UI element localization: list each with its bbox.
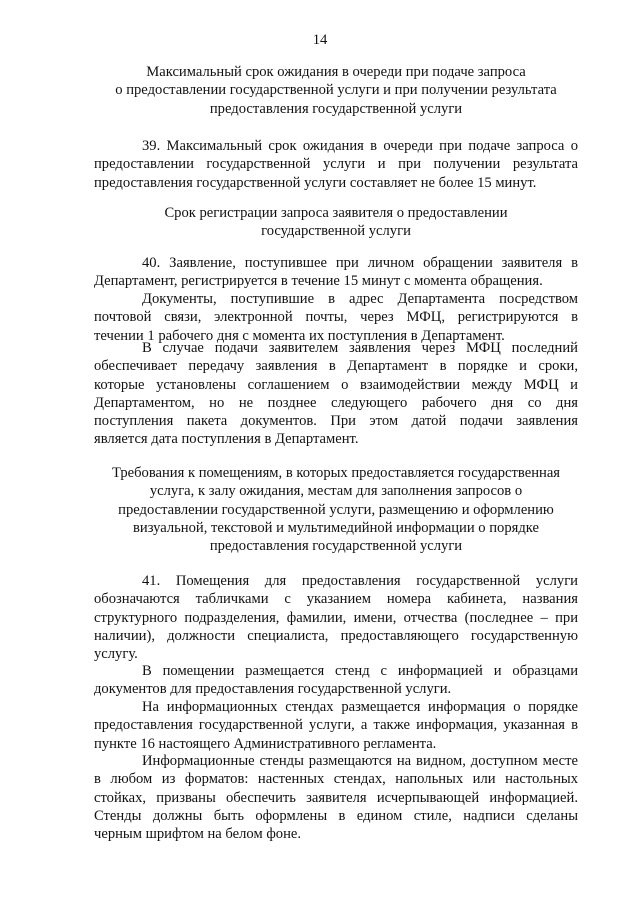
heading-line: Максимальный срок ожидания в очереди при подаче запроса — [146, 64, 526, 80]
section-heading-waiting-time — [94, 63, 578, 118]
paragraph-line: Департаментом, но не позднее следующего рабочего дня со дня — [94, 394, 578, 411]
paragraph-line: пункте 16 настоящего Административного регламента. — [94, 735, 437, 752]
paragraph-line: почтовой связи, электронной почты, через МФЦ, регистрируются в — [94, 309, 578, 326]
paragraph-line: стойках, призваны обеспечить заявителя исчерпывающей информацией. — [94, 789, 578, 806]
paragraph-line: которые установлены соглашением о взаимодействии между МФЦ и — [94, 376, 578, 393]
paragraph-line: предоставления государственной услуги, а также информация, указанная в — [94, 717, 578, 734]
paragraph-41 — [94, 572, 578, 663]
paragraph-41-stand-placement — [94, 752, 578, 843]
paragraph-line: 39. Максимальный срок ожидания в очереди при подаче запроса о — [142, 138, 578, 154]
paragraph-line: Департамент, регистрируется в течение 15 минут с момента обращения. — [94, 273, 543, 290]
paragraph-line: Информационные стенды размещаются на видном, доступном месте — [142, 753, 578, 769]
heading-line: услуга, к залу ожидания, местам для заполнения запросов о — [149, 483, 523, 500]
paragraph-40 — [94, 254, 578, 291]
heading-line: Срок регистрации запроса заявителя о предоставлении — [164, 205, 508, 221]
heading-line: предоставлении государственной услуги, размещению и оформлению — [118, 501, 554, 518]
heading-line: визуальной, текстовой и мультимедийной информации о порядке — [133, 519, 539, 536]
paragraph-40-mfc — [94, 339, 578, 449]
paragraph-line: 40. Заявление, поступившее при личном обращении заявителя в — [142, 255, 578, 271]
heading-line: предоставления государственной услуги — [209, 538, 463, 555]
paragraph-line: течении 1 рабочего дня с момента их поступления в Департамент. — [94, 327, 505, 344]
page-number: 14 — [312, 32, 328, 48]
paragraph-line: На информационных стендах размещается информация о порядке — [142, 699, 578, 715]
paragraph-line: поступления пакета документов. При этом датой подачи заявления — [94, 413, 578, 430]
paragraph-line: В помещении размещается стенд с информацией и образцами — [142, 663, 578, 679]
paragraph-line: услугу. — [94, 646, 138, 663]
paragraph-line: Стенды должны быть оформлены в едином стиле, надписи сделаны — [94, 807, 578, 824]
paragraph-line: в любом из форматов: настенных стендах, напольных или настольных — [94, 771, 578, 788]
paragraph-line: наличии), должности специалиста, предоставляющего государственную — [94, 627, 578, 644]
paragraph-line: предоставлении государственной услуги и при получении результата — [94, 156, 578, 173]
paragraph-line: является дата поступления в Департамент. — [94, 431, 359, 448]
heading-line: о предоставлении государственной услуги и при получении результата — [115, 82, 557, 99]
paragraph-41-stand — [94, 662, 578, 699]
paragraph-41-info-stands — [94, 698, 578, 753]
paragraph-line: черным шрифтом на белом фоне. — [94, 826, 302, 843]
heading-line: Требования к помещениям, в которых предоставляется государственная — [111, 465, 561, 481]
heading-line: государственной услуги — [261, 223, 411, 240]
heading-line: предоставления государственной услуги — [209, 100, 463, 117]
section-heading-registration-time — [94, 204, 578, 241]
paragraph-line: обеспечивает передачу заявления в Департамент в порядке и сроки, — [94, 358, 578, 375]
paragraph-line: Документы, поступившие в адрес Департамента посредством — [142, 291, 578, 307]
section-heading-premises-requirements — [94, 464, 578, 555]
paragraph-line: структурного подразделения, фамилии, имени, отчества (последнее – при — [94, 609, 578, 626]
paragraph-40-documents — [94, 290, 578, 345]
paragraph-line: 41. Помещения для предоставления государственной услуги — [142, 573, 578, 589]
paragraph-line: предоставления государственной услуги составляет не более 15 минут. — [94, 174, 537, 191]
paragraph-line: обозначаются табличками с указанием номера кабинета, названия — [94, 591, 578, 608]
paragraph-line: документов для предоставления государственной услуги. — [94, 681, 452, 698]
paragraph-line: В случае подачи заявителем заявления через МФЦ последний — [142, 340, 578, 356]
paragraph-39 — [94, 137, 578, 192]
